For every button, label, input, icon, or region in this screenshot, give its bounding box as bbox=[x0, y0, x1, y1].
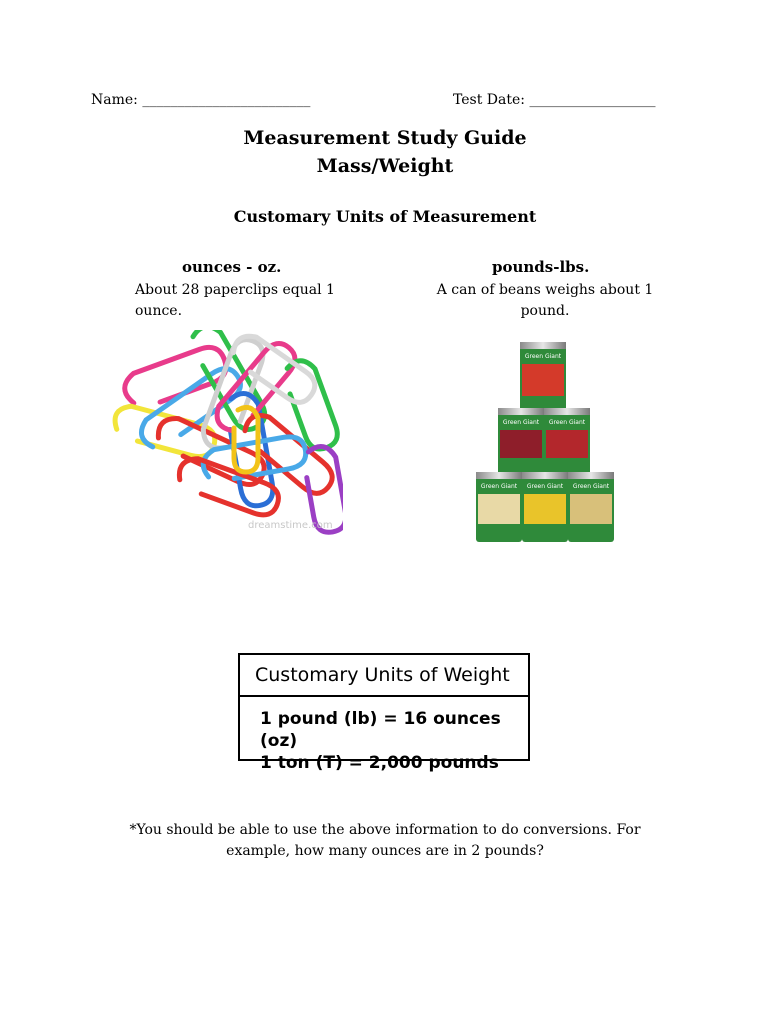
name-field-label: Name: ________________________ bbox=[91, 92, 311, 108]
svg-text:Green Giant: Green Giant bbox=[548, 419, 586, 426]
pounds-description: A can of beans weighs about 1 pound. bbox=[436, 282, 654, 319]
paperclips-image bbox=[98, 330, 343, 535]
page-subtitle: Mass/Weight bbox=[316, 155, 454, 177]
weight-table-row: 1 pound (lb) = 16 ounces (oz) bbox=[260, 709, 501, 751]
svg-text:Green Giant: Green Giant bbox=[480, 483, 518, 490]
test-date-field-label: Test Date: __________________ bbox=[453, 92, 656, 108]
svg-text:Green Giant: Green Giant bbox=[524, 353, 562, 360]
ounces-description: About 28 paperclips equal 1 ounce. bbox=[135, 282, 335, 319]
svg-text:Green Giant: Green Giant bbox=[572, 483, 610, 490]
svg-text:Green Giant: Green Giant bbox=[502, 419, 540, 426]
weight-table-row: 1 ton (T) = 2,000 pounds bbox=[260, 753, 499, 773]
conversion-note: *You should be able to use the above information to do conversions. For example, how many ounces are in 2 pounds? bbox=[129, 822, 641, 859]
can bbox=[520, 342, 566, 412]
customary-units-of-weight-table bbox=[238, 653, 530, 773]
watermark-text: dreamstime.com bbox=[248, 520, 333, 531]
pounds-heading: pounds-lbs. bbox=[492, 258, 590, 276]
page-title: Measurement Study Guide bbox=[243, 127, 527, 149]
svg-text:Green Giant: Green Giant bbox=[526, 483, 564, 490]
section-heading: Customary Units of Measurement bbox=[233, 207, 537, 226]
weight-table-title: Customary Units of Weight bbox=[240, 655, 528, 697]
cans-pyramid-image bbox=[470, 338, 620, 548]
ounces-heading: ounces - oz. bbox=[182, 258, 282, 276]
